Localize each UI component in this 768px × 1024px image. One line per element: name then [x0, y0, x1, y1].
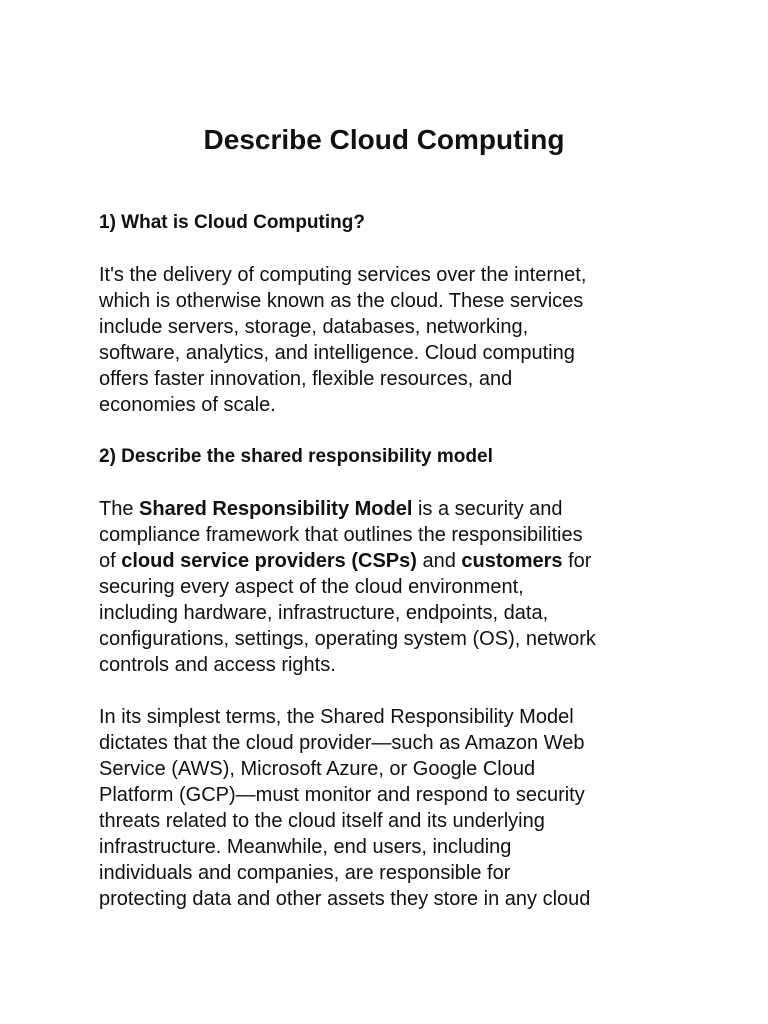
bold-term-customers: customers [461, 550, 563, 572]
text-line: compliance framework that outlines the responsibilities [99, 524, 583, 546]
text-line [99, 548, 699, 574]
text-line: dictates that the cloud provider—such as Amazon Web [99, 732, 585, 754]
text-line: securing every aspect of the cloud environment, [99, 576, 524, 598]
text-line: include servers, storage, databases, networking, [99, 316, 529, 338]
text-line: offers faster innovation, flexible resources, and [99, 368, 513, 390]
bold-term-csps: cloud service providers (CSPs) [121, 550, 417, 572]
text-line: In its simplest terms, the Shared Responsibility Model [99, 706, 574, 728]
text-run: The [99, 498, 140, 520]
text-run: for [562, 550, 592, 572]
text-line: Platform (GCP)—must monitor and respond to security [99, 784, 585, 806]
section-heading-what-is-cloud: 1) What is Cloud Computing? [99, 212, 365, 233]
text-line: including hardware, infrastructure, endpoints, data, [99, 602, 549, 624]
text-line: which is otherwise known as the cloud. These services [99, 290, 584, 312]
bold-term-shared-responsibility-model: Shared Responsibility Model [139, 498, 413, 520]
document-title: Describe Cloud Computing [203, 124, 565, 155]
text-line: Service (AWS), Microsoft Azure, or Google Cloud [99, 758, 536, 780]
document-body [99, 210, 699, 912]
text-line: infrastructure. Meanwhile, end users, including [99, 836, 512, 858]
text-line: configurations, settings, operating system (OS), network [99, 628, 596, 650]
paragraph-shared-responsibility-explanation [99, 704, 699, 912]
section-heading-shared-responsibility: 2) Describe the shared responsibility model [99, 446, 493, 467]
text-line: threats related to the cloud itself and its underlying [99, 810, 545, 832]
text-run: of [99, 550, 122, 572]
text-line: It's the delivery of computing services over the internet, [99, 264, 587, 286]
text-run: and [416, 550, 462, 572]
text-run: is a security and [412, 498, 563, 520]
text-line: protecting data and other assets they store in any cloud [99, 888, 591, 910]
text-line: economies of scale. [99, 394, 276, 416]
text-line: controls and access rights. [99, 654, 336, 676]
text-line: individuals and companies, are responsible for [99, 862, 511, 884]
paragraph-shared-responsibility-definition [99, 496, 699, 678]
text-line [99, 496, 699, 522]
text-line: software, analytics, and intelligence. Cloud computing [99, 342, 575, 364]
paragraph-cloud-definition [99, 262, 699, 418]
